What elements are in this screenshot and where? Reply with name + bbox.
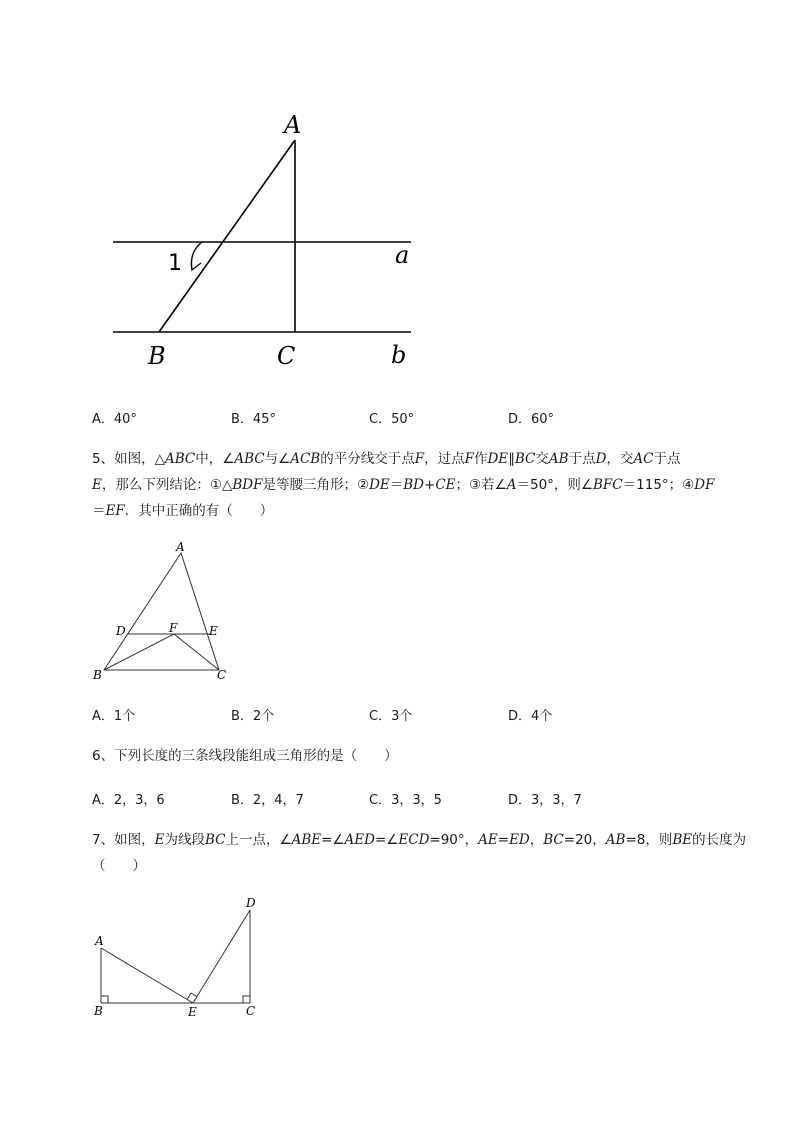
text-run: 的长度为 [692,832,747,848]
label-B: B [148,342,166,370]
segment-bf [104,634,174,670]
math-symbol: AB [605,832,626,848]
q5-option-a[interactable]: A．1个 [92,709,136,724]
segment-ae [101,948,193,1003]
math-symbol: BE [672,832,693,848]
q4-option-c[interactable]: C．50° [369,412,415,427]
question-5 [92,446,732,524]
text-run: ＝115°；④ [622,477,695,493]
q4-option-b[interactable]: B．45° [231,412,276,427]
text-run: ，过点 [424,451,465,467]
question-7-line [92,853,732,879]
label-A: A [176,540,185,554]
text-run: ＝ [92,503,106,519]
question-5-line [92,472,732,498]
text-run: =∠ [374,832,399,848]
segment-ed [193,910,250,1003]
text-run: =∠ [321,832,345,848]
math-symbol: ABC [164,451,196,467]
q5-option-c[interactable]: C．3个 [369,709,413,724]
triangle-abc [104,553,219,670]
text-run: 交 [535,451,549,467]
figure-parallel-lines [100,105,430,385]
text-run: 中，∠ [195,451,235,467]
math-symbol: F [414,451,425,467]
math-symbol: BC [204,832,226,848]
label-C: C [277,342,296,370]
math-symbol: AC [633,451,654,467]
math-symbol: BC [543,832,564,848]
text-run: + [424,477,436,493]
text-run: ．其中正确的有（ ） [124,503,274,519]
text-run: 是等腰三角形；② [262,477,370,493]
math-symbol: AED [344,832,375,848]
label-a: a [395,241,410,269]
figure-triangle-abc [88,535,248,685]
math-symbol: DF [694,477,715,493]
q4-option-a[interactable]: A．40° [92,412,137,427]
q6-option-d[interactable]: D．3，3，7 [508,793,582,808]
math-symbol: E [92,477,102,493]
math-symbol: BFC [593,477,623,493]
math-symbol: ACB [290,451,321,467]
text-run: ＝ [389,477,404,493]
text-run: 7、如图， [92,832,155,848]
math-symbol: ED [509,832,530,848]
label-b: b [391,341,407,369]
text-run: ，交 [606,451,634,467]
text-run: ∥ [508,451,515,467]
math-symbol: EF [105,503,125,519]
text-run: ，那么下列结论：①△ [101,477,233,493]
q6-option-c[interactable]: C．3，3，5 [369,793,442,808]
text-run: 与∠ [264,451,291,467]
label-D: D [246,896,256,910]
label-B: B [94,1004,103,1018]
label-A: A [95,934,104,948]
text-run: ＝50°，则∠ [516,477,594,493]
math-symbol: BD [403,477,425,493]
q6-option-a[interactable]: A．2，3，6 [92,793,165,808]
text-run: 5、如图，△ [92,451,165,467]
math-symbol: DE [487,451,509,467]
label-C: C [217,668,227,682]
math-symbol: BC [514,451,536,467]
q6-option-b[interactable]: B．2，4，7 [231,793,304,808]
math-symbol: ABE [291,832,322,848]
segment-cf [174,634,219,670]
text-run: 为线段 [164,832,205,848]
label-E: E [209,624,218,638]
label-F: F [169,621,178,635]
math-symbol: F [464,451,474,467]
math-symbol: D [595,451,607,467]
label-E: E [188,1005,197,1019]
text-run: （ ） [92,858,146,874]
q5-option-d[interactable]: D．4个 [508,709,553,724]
math-symbol: DE [369,477,390,493]
text-run: 于点 [568,451,596,467]
math-symbol: A [506,477,517,493]
segment-ab [159,140,295,332]
question-5-line [92,446,732,472]
math-symbol: ECD [398,832,430,848]
label-B: B [93,668,102,682]
text-run: = [497,832,510,848]
label-D: D [116,624,126,638]
question-6-text: 6、下列长度的三条线段能组成三角形的是（ ） [92,748,398,764]
question-5-line [92,498,732,524]
label-angle-1: 1 [168,251,182,276]
math-symbol: AE [478,832,498,848]
question-6 [92,743,732,769]
question-7-line [92,827,747,853]
figure-right-angles [88,890,268,1025]
right-angle-c-marker [243,996,250,1003]
text-run: 上一点，∠ [225,832,292,848]
q5-option-b[interactable]: B．2个 [231,709,275,724]
right-angle-b-marker [101,996,108,1003]
text-run: ；③若∠ [455,477,507,493]
angle-1-arc [191,242,202,270]
label-A: A [284,111,302,139]
text-run: 的平分线交于点 [320,451,415,467]
math-symbol: ABC [234,451,265,467]
label-C: C [246,1004,256,1018]
math-symbol: E [154,832,165,848]
question-7 [92,827,747,879]
math-symbol: BDF [232,477,263,493]
text-run: ， [529,832,544,848]
math-symbol: AB [548,451,569,467]
math-symbol: CE [435,477,456,493]
text-run: =90°， [429,832,479,848]
text-run: 作 [473,451,488,467]
q4-option-d[interactable]: D．60° [508,412,555,427]
text-run: =20， [563,832,606,848]
text-run: 于点 [653,451,681,467]
text-run: =8，则 [625,832,673,848]
